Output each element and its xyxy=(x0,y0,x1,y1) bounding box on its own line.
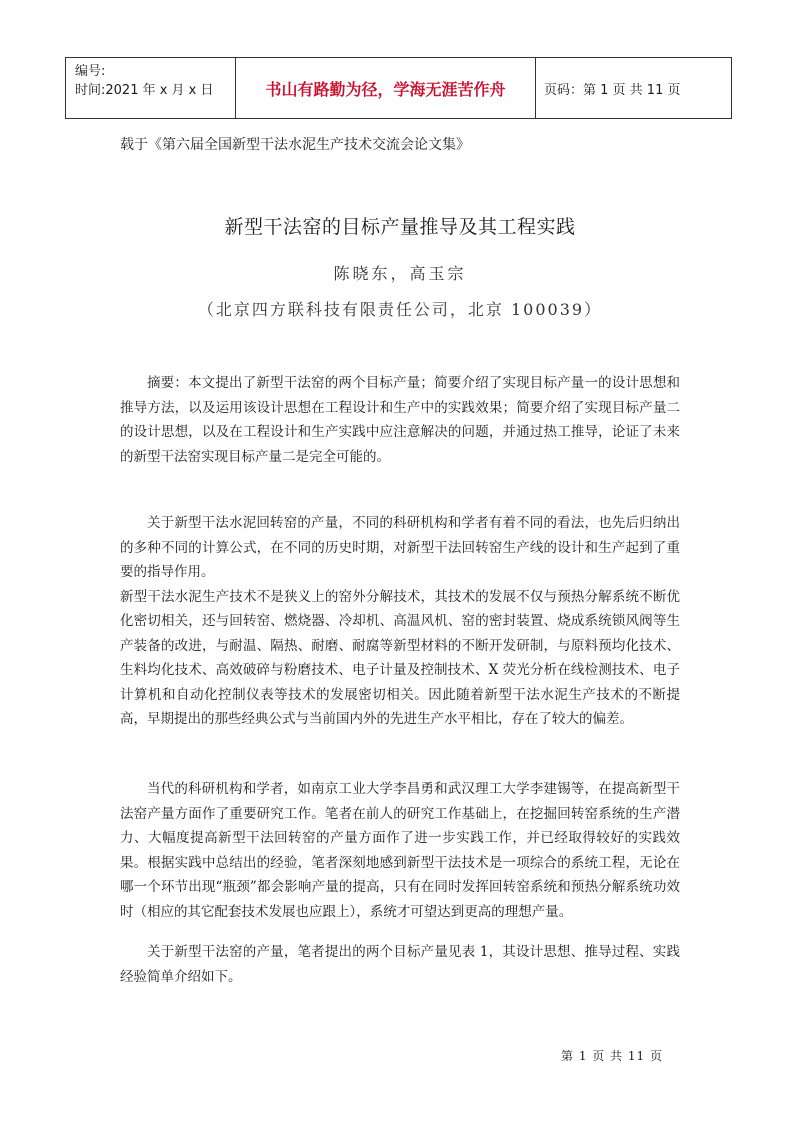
abstract: 摘要：本文提出了新型干法窑的两个目标产量；简要介绍了实现目标产量一的设计思想和推导方法，以及运用该设计思想在工程设计和生产中的实践效果；简要介绍了实现目标产量二的设计思想，以及在工程设计和生产实践中应注意解决的问题，并通过热工推导，论证了未来的新型干法窑实现目标产量二是完全可能的。 xyxy=(120,375,680,465)
header-motto-cell xyxy=(236,58,536,118)
number-label: 编号: xyxy=(75,64,106,79)
paragraph-1: 关于新型干法水泥回转窑的产量，不同的科研机构和学者有着不同的看法，也先后归纳出的多种不同的计算公式，在不同的历史时期，对新型干法回转窑生产线的设计和生产起到了重要的指导作用。 xyxy=(120,515,680,580)
authors: 陈晓东，高玉宗 xyxy=(333,264,467,283)
header-left-cell xyxy=(66,58,236,118)
time-label: 时间:2021 年 x 月 x 日 xyxy=(75,83,214,98)
page-label: 页码：第 1 页 共 11 页 xyxy=(544,82,681,98)
page-footer: 第 1 页 共 11 页 xyxy=(561,1049,663,1063)
affiliation: （北京四方联科技有限责任公司，北京 100039） xyxy=(197,300,603,319)
body-section xyxy=(120,511,680,732)
header-table xyxy=(65,57,732,119)
source-note: 载于《第六届全国新型干法水泥生产技术交流会论文集》 xyxy=(120,137,470,153)
motto: 书山有路勤为径，学海无涯苦作舟 xyxy=(265,79,506,99)
paragraph-4: 关于新型干法窑的产量，笔者提出的两个目标产量见表 1，其设计思想、推导过程、实践经验简单介绍如下。 xyxy=(120,944,680,985)
paragraph-3: 当代的科研机构和学者，如南京工业大学李昌勇和武汉理工大学李建锡等，在提高新型干法窑产量方面作了重要研究工作。笔者在前人的研究工作基础上，在挖掘回转窑系统的生产潜力、大幅度提高新型干法回转窑的产量方面作了进一步实践工作，并已经取得较好的实践效果。根据实践中总结出的经验，笔者深刻地感到新型干法技术是一项综合的系统工程，无论在哪一个环节出现“瓶颈”都会影响产量的提高，只有在同时发挥回转窑系统和预热分解系统功效时（相应的其它配套技术发展也应跟上），系统才可望达到更高的理想产量。 xyxy=(120,781,680,920)
paragraph-2: 新型干法水泥生产技术不是狭义上的窑外分解技术，其技术的发展不仅与预热分解系统不断优化密切相关，还与回转窑、燃烧器、冷却机、高温风机、窑的密封装置、烧成系统锁风阀等生产装备的改进，与耐温、隔热、耐磨、耐腐等新型材料的不断开发研制，与原料预均化技术、生料均化技术、高效破碎与粉磨技术、电子计量及控制技术、X 荧光分析在线检测技术、电子计算机和自动化控制仪表等技术的发展密切相关。因此随着新型干法水泥生产技术的不断提高，早期提出的那些经典公式与当前国内外的先进生产水平相比，存在了较大的偏差。 xyxy=(120,588,680,727)
page-title: 新型干法窑的目标产量推导及其工程实践 xyxy=(224,216,576,238)
header-page-cell xyxy=(536,58,731,118)
